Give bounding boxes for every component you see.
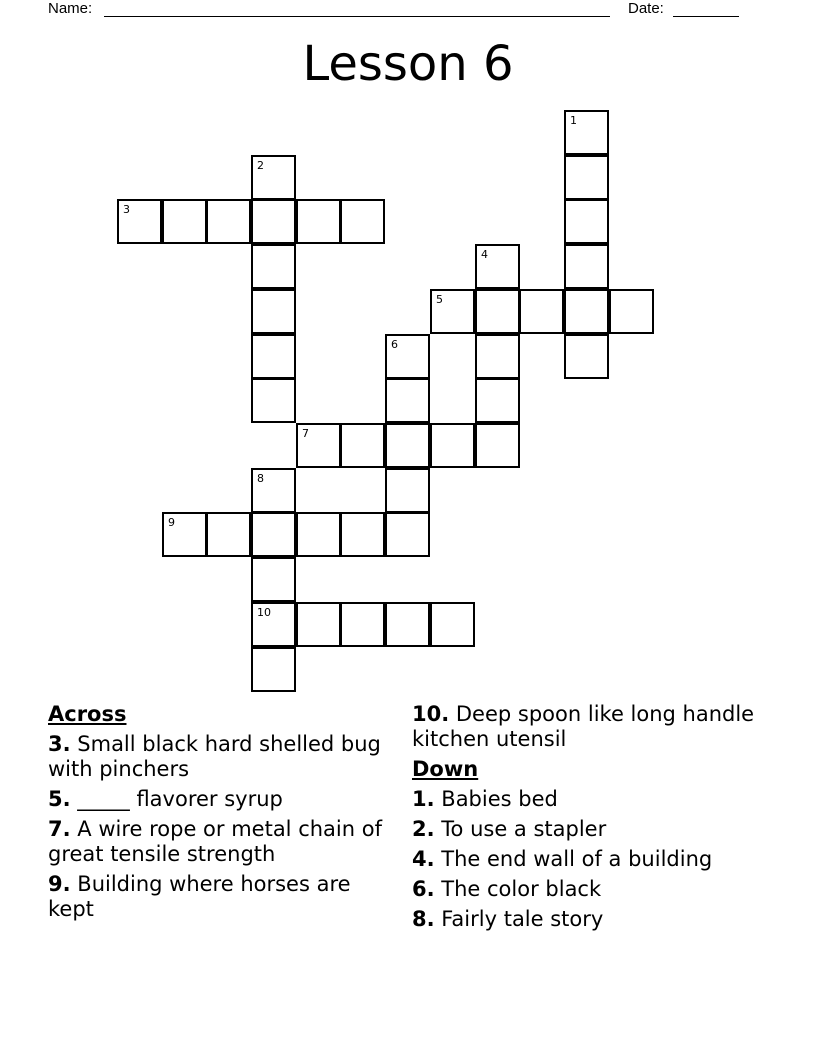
clue-number: 5 bbox=[436, 293, 443, 306]
worksheet-header bbox=[48, 0, 748, 20]
clue-text: Babies bed bbox=[441, 787, 558, 811]
name-label: Name: bbox=[48, 0, 93, 17]
grid-cell[interactable] bbox=[296, 602, 341, 647]
clue-item bbox=[48, 872, 403, 922]
grid-cell[interactable] bbox=[162, 199, 207, 244]
grid-cell[interactable] bbox=[296, 199, 341, 244]
clue-number: 10 bbox=[257, 606, 271, 619]
grid-cell[interactable] bbox=[340, 512, 385, 557]
clue-item bbox=[412, 877, 782, 902]
clue-number: 5. bbox=[48, 787, 71, 811]
grid-cell[interactable] bbox=[385, 602, 430, 647]
grid-cell[interactable] bbox=[251, 557, 296, 602]
page-title: Lesson 6 bbox=[302, 36, 514, 92]
clue-number: 10. bbox=[412, 702, 450, 726]
grid-cell[interactable] bbox=[564, 155, 609, 200]
clue-text: The end wall of a building bbox=[441, 847, 713, 871]
clue-number: 7. bbox=[48, 817, 71, 841]
grid-cell[interactable] bbox=[251, 334, 296, 379]
clue-text: A wire rope or metal chain of great tensile strength bbox=[48, 817, 382, 866]
grid-cell[interactable] bbox=[251, 378, 296, 423]
grid-cell[interactable] bbox=[564, 199, 609, 244]
grid-cell[interactable] bbox=[251, 512, 296, 557]
grid-cell[interactable] bbox=[251, 244, 296, 289]
clue-number: 4 bbox=[481, 248, 488, 261]
date-field[interactable] bbox=[673, 16, 739, 17]
grid-cell[interactable] bbox=[564, 289, 609, 334]
clue-text: Small black hard shelled bug with pinchers bbox=[48, 732, 381, 781]
grid-cell[interactable] bbox=[251, 155, 296, 200]
clue-text: Building where horses are kept bbox=[48, 872, 351, 921]
date-label: Date: bbox=[628, 0, 664, 17]
grid-cell[interactable] bbox=[296, 512, 341, 557]
clue-text: To use a stapler bbox=[441, 817, 607, 841]
clue-number: 8. bbox=[412, 907, 435, 931]
grid-cell[interactable] bbox=[340, 602, 385, 647]
down-heading: Down bbox=[412, 757, 479, 781]
grid-cell[interactable] bbox=[206, 199, 251, 244]
clue-number: 7 bbox=[302, 427, 309, 440]
clue-number: 8 bbox=[257, 472, 264, 485]
name-field[interactable] bbox=[104, 16, 610, 17]
clue-item bbox=[412, 702, 782, 752]
grid-cell[interactable] bbox=[519, 289, 564, 334]
clue-number: 4. bbox=[412, 847, 435, 871]
clue-text: _____ flavorer syrup bbox=[77, 787, 283, 811]
grid-cell[interactable] bbox=[475, 334, 520, 379]
grid-cell[interactable] bbox=[564, 110, 609, 155]
grid-cell[interactable] bbox=[251, 647, 296, 692]
clue-number: 1 bbox=[570, 114, 577, 127]
grid-cell[interactable] bbox=[430, 289, 475, 334]
grid-cell[interactable] bbox=[251, 468, 296, 513]
clue-number: 9 bbox=[168, 516, 175, 529]
grid-cell[interactable] bbox=[564, 244, 609, 289]
clue-number: 6. bbox=[412, 877, 435, 901]
clue-item bbox=[48, 787, 403, 812]
clue-text: Deep spoon like long handle kitchen utensil bbox=[412, 702, 755, 751]
grid-cell[interactable] bbox=[206, 512, 251, 557]
clue-text: The color black bbox=[441, 877, 602, 901]
grid-cell[interactable] bbox=[385, 334, 430, 379]
clue-item bbox=[48, 732, 403, 782]
clue-item bbox=[412, 817, 782, 842]
clue-item bbox=[412, 847, 782, 872]
grid-cell[interactable] bbox=[162, 512, 207, 557]
clue-number: 3. bbox=[48, 732, 71, 756]
clue-item bbox=[412, 907, 782, 932]
grid-cell[interactable] bbox=[385, 423, 430, 468]
grid-cell[interactable] bbox=[475, 378, 520, 423]
grid-cell[interactable] bbox=[296, 423, 341, 468]
grid-cell[interactable] bbox=[475, 289, 520, 334]
grid-cell[interactable] bbox=[340, 199, 385, 244]
grid-cell[interactable] bbox=[385, 468, 430, 513]
clue-number: 6 bbox=[391, 338, 398, 351]
grid-cell[interactable] bbox=[251, 289, 296, 334]
clue-number: 9. bbox=[48, 872, 71, 896]
clue-number: 2 bbox=[257, 159, 264, 172]
grid-cell[interactable] bbox=[475, 244, 520, 289]
clue-item bbox=[412, 787, 782, 812]
grid-cell[interactable] bbox=[609, 289, 654, 334]
clue-number: 3 bbox=[123, 203, 130, 216]
grid-cell[interactable] bbox=[251, 602, 296, 647]
grid-cell[interactable] bbox=[430, 423, 475, 468]
grid-cell[interactable] bbox=[430, 602, 475, 647]
grid-cell[interactable] bbox=[475, 423, 520, 468]
grid-cell[interactable] bbox=[385, 512, 430, 557]
grid-cell[interactable] bbox=[117, 199, 162, 244]
grid-cell[interactable] bbox=[340, 423, 385, 468]
clue-number: 2. bbox=[412, 817, 435, 841]
clue-item bbox=[48, 817, 403, 867]
grid-cell[interactable] bbox=[251, 199, 296, 244]
clues-right-column bbox=[412, 702, 782, 937]
across-heading: Across bbox=[48, 702, 127, 726]
grid-cell[interactable] bbox=[385, 378, 430, 423]
clues-left-column bbox=[48, 702, 403, 927]
clue-number: 1. bbox=[412, 787, 435, 811]
grid-cell[interactable] bbox=[564, 334, 609, 379]
clue-text: Fairly tale story bbox=[441, 907, 604, 931]
